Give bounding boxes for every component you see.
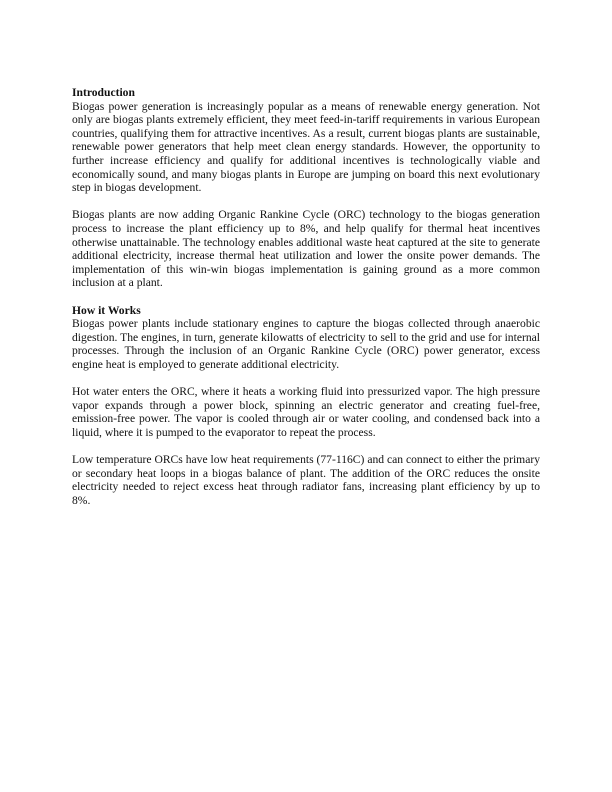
paragraph: Low temperature ORCs have low heat requirements (77-116C) and can connect to either the primary or secondary heat loops in a biogas balance of plant. The addition of the ORC reduces the onsite electricity needed to reject excess heat through radiator fans, increasing plant efficiency by up to 8%.: [72, 453, 540, 507]
paragraph: Hot water enters the ORC, where it heats a working fluid into pressurized vapor. The high pressure vapor expands through a power block, spinning an electric generator and creating fuel-free, emission-free power. The vapor is cooled through air or water cooling, and condensed back into a liquid, where it is pumped to the evaporator to repeat the process.: [72, 385, 540, 439]
section-heading: How it Works: [72, 303, 141, 317]
section-introduction: [72, 86, 540, 290]
section-heading: Introduction: [72, 86, 135, 99]
document-page: [72, 86, 540, 521]
paragraph: Biogas plants are now adding Organic Rankine Cycle (ORC) technology to the biogas generation process to increase the plant efficiency up to 8%, and help qualify for thermal heat incentives otherwise unattainable. The technology enables additional waste heat captured at the site to generate additional electricity, increase thermal heat utilization and lower the onsite power demands. The implementation of this win-win biogas implementation is gaining ground as a more common inclusion at a plant.: [72, 208, 540, 290]
paragraph: Biogas power generation is increasingly popular as a means of renewable energy generation. Not only are biogas plants extremely efficient, they meet feed-in-tariff requirements in various European countries, qualifying them for attractive incentives. As a result, current biogas plants are sustainable, renewable power generators that help meet clean energy standards. However, the opportunity to further increase efficiency and qualify for additional incentives is technologically viable and economically sound, and many biogas plants in Europe are jumping on board this next evolutionary step in biogas development.: [72, 99, 540, 195]
section-how-it-works: [72, 304, 540, 508]
paragraph: Biogas power plants include stationary engines to capture the biogas collected through anaerobic digestion. The engines, in turn, generate kilowatts of electricity to sell to the grid and use for internal processes. Through the inclusion of an Organic Rankine Cycle (ORC) power generator, excess engine heat is employed to generate additional electricity.: [72, 317, 540, 371]
